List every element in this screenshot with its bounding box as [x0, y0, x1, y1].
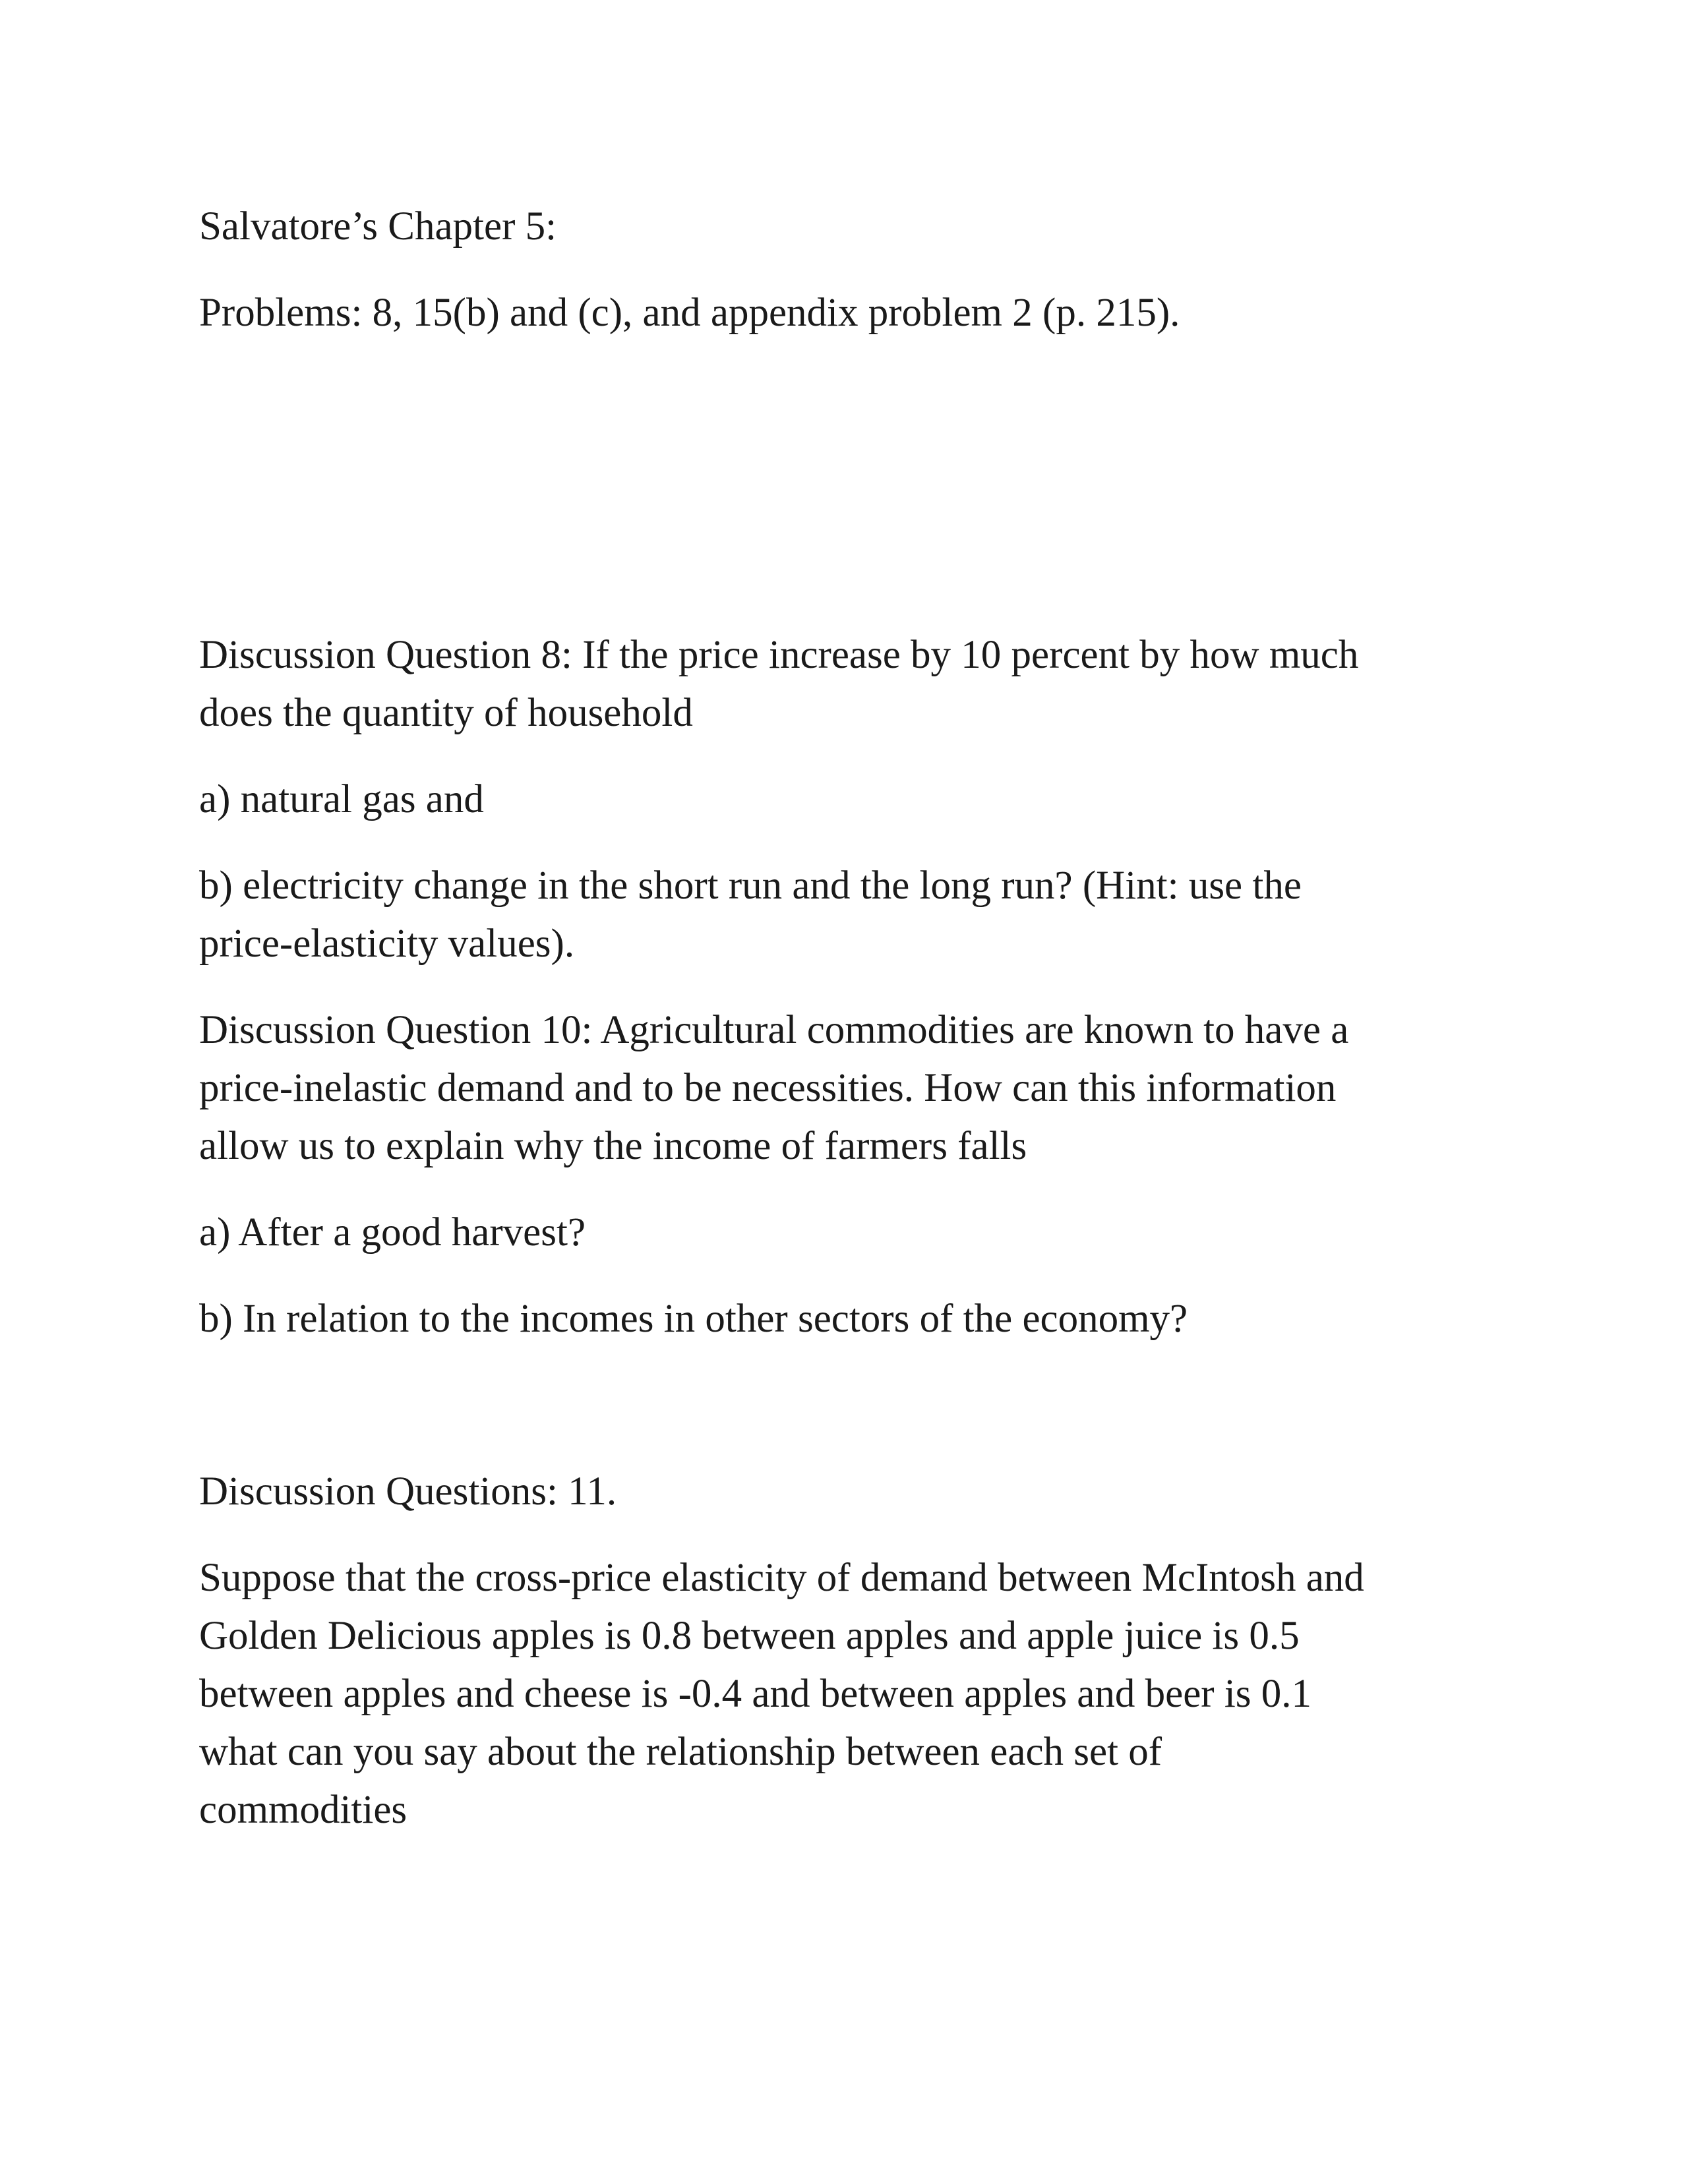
question-11-line-1: Suppose that the cross-price elasticity of demand between McIntosh and	[199, 1556, 1364, 1600]
question-8-item-b-line-2: price-elasticity values).	[199, 922, 575, 966]
question-8-item-b-line-1: b) electricity change in the short run and the long run? (Hint: use the	[199, 864, 1302, 908]
question-11-line-5: commodities	[199, 1788, 407, 1832]
question-11-line-2: Golden Delicious apples is 0.8 between apples and apple juice is 0.5	[199, 1614, 1300, 1658]
problems-line: Problems: 8, 15(b) and (c), and appendix problem 2 (p. 215).	[199, 291, 1180, 335]
question-8-line-1: Discussion Question 8: If the price increase by 10 percent by how much	[199, 633, 1359, 677]
chapter-heading: Salvatore’s Chapter 5:	[199, 204, 557, 249]
question-10-line-3: allow us to explain why the income of farmers falls	[199, 1124, 1027, 1168]
question-8-line-2: does the quantity of household	[199, 691, 693, 735]
question-11-line-4: what can you say about the relationship between each set of	[199, 1730, 1162, 1774]
question-10-item-b: b) In relation to the incomes in other sectors of the economy?	[199, 1297, 1188, 1341]
question-11-heading: Discussion Questions: 11.	[199, 1469, 617, 1514]
question-8-item-a: a) natural gas and	[199, 777, 484, 821]
question-10-line-1: Discussion Question 10: Agricultural commodities are known to have a	[199, 1008, 1349, 1052]
question-11-line-3: between apples and cheese is -0.4 and between apples and beer is 0.1	[199, 1672, 1312, 1716]
question-10-item-a: a) After a good harvest?	[199, 1210, 586, 1254]
question-10-line-2: price-inelastic demand and to be necessities. How can this information	[199, 1066, 1337, 1110]
